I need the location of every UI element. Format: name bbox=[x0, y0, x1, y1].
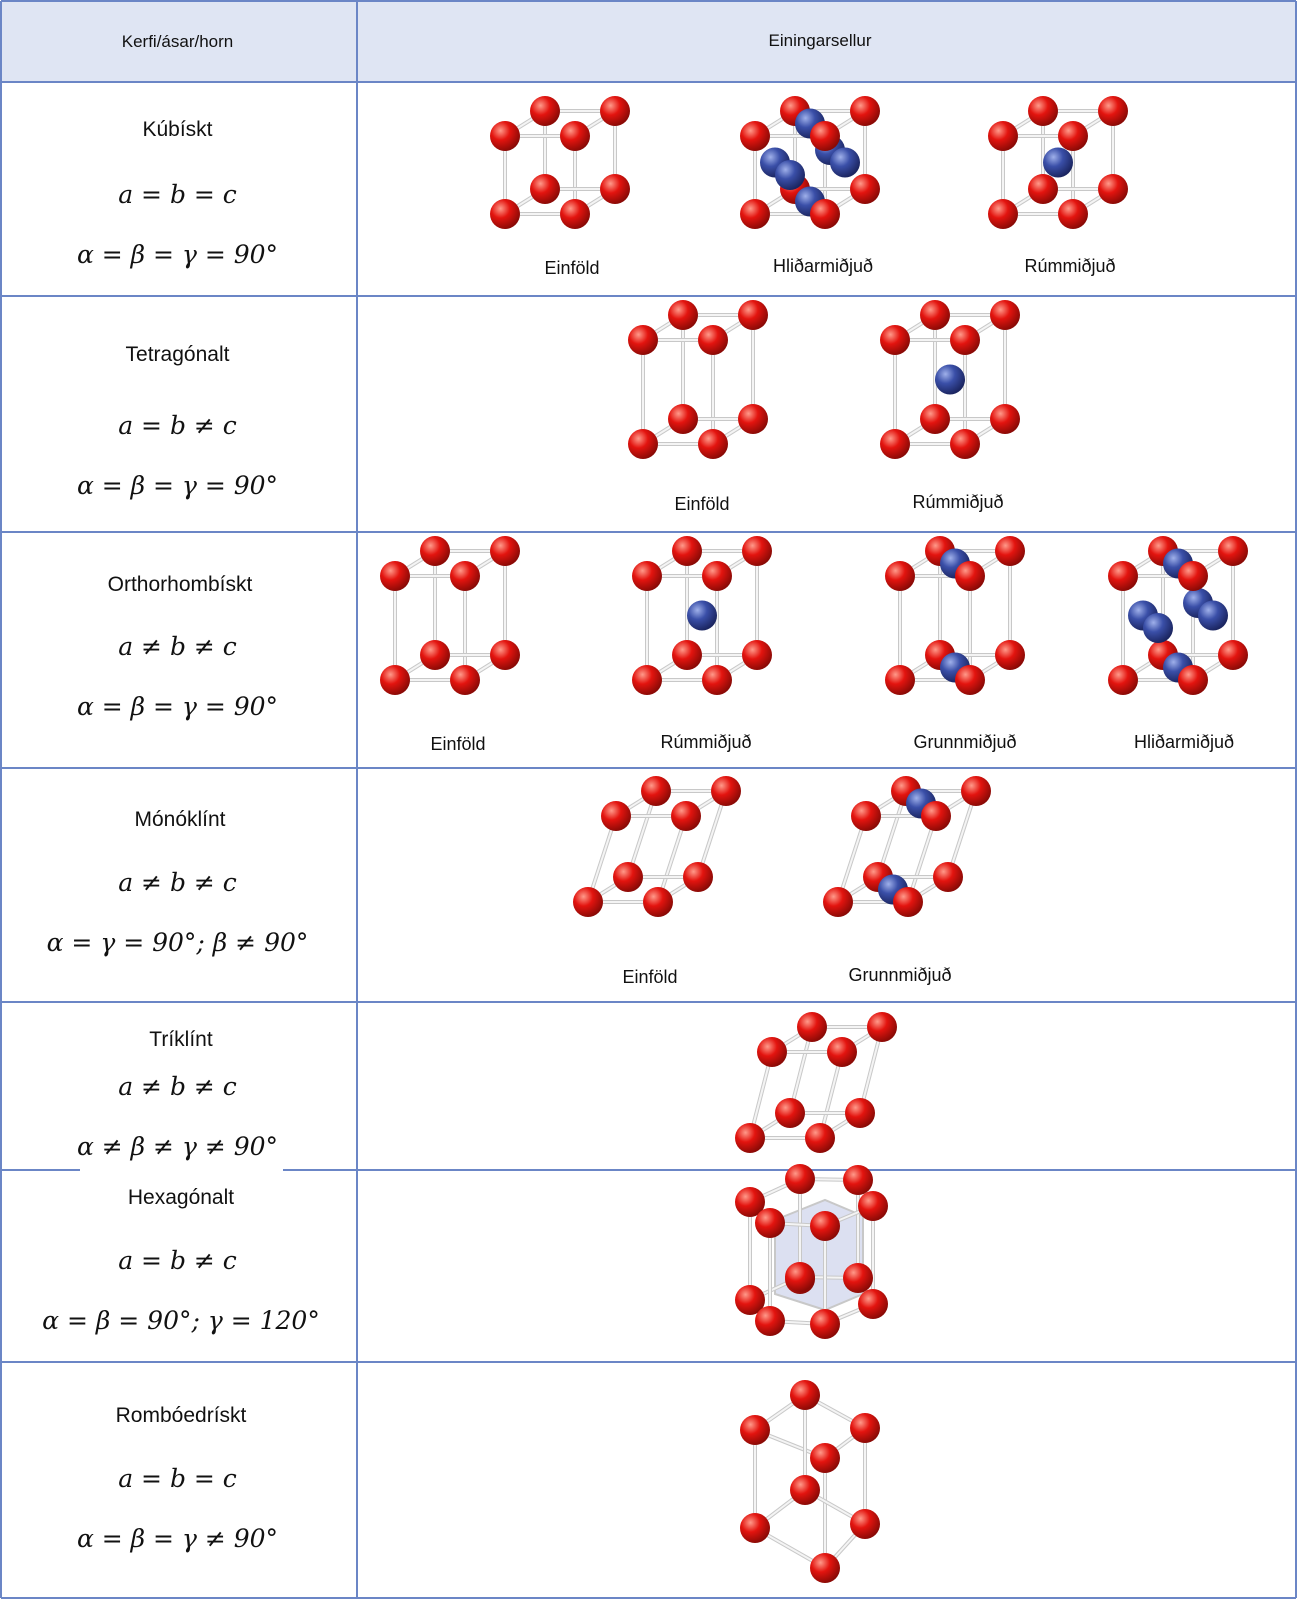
corner-atom bbox=[490, 121, 520, 151]
system-name: Rombóedrískt bbox=[115, 1404, 247, 1427]
cell-label: Einföld bbox=[430, 734, 486, 754]
corner-atom bbox=[1108, 665, 1138, 695]
system-axes: a = b ≠ c bbox=[118, 411, 237, 440]
corner-atom bbox=[420, 640, 450, 670]
system-axes: a = b ≠ c bbox=[118, 1246, 237, 1275]
unit-cell-rhombohedral bbox=[745, 1380, 905, 1590]
unit-cell-cubic-simple bbox=[490, 92, 650, 242]
corner-atom bbox=[810, 121, 840, 151]
center-atom bbox=[830, 148, 860, 178]
corner-atom bbox=[1218, 640, 1248, 670]
cell-label: Rúmmiðjuð bbox=[660, 732, 752, 752]
corner-atom bbox=[530, 174, 560, 204]
corner-atom bbox=[850, 1413, 880, 1443]
corner-atom bbox=[785, 1164, 815, 1194]
corner-atom bbox=[632, 665, 662, 695]
cell-label: Hliðarmiðjuð bbox=[772, 256, 874, 276]
header-systems: Kerfi/ásar/horn bbox=[121, 32, 234, 51]
corner-atom bbox=[698, 429, 728, 459]
corner-atom bbox=[995, 536, 1025, 566]
corner-atom bbox=[632, 561, 662, 591]
corner-atom bbox=[1178, 665, 1208, 695]
cell-label: Einföld bbox=[622, 967, 678, 987]
center-atom bbox=[775, 160, 805, 190]
system-name: Tríklínt bbox=[149, 1028, 213, 1051]
corner-atom bbox=[530, 96, 560, 126]
corner-atom bbox=[988, 199, 1018, 229]
corner-atom bbox=[810, 1443, 840, 1473]
corner-atom bbox=[698, 325, 728, 355]
corner-atom bbox=[560, 199, 590, 229]
center-atom bbox=[1043, 148, 1073, 178]
center-atom bbox=[1143, 613, 1173, 643]
corner-atom bbox=[672, 640, 702, 670]
corner-atom bbox=[790, 1475, 820, 1505]
corner-atom bbox=[600, 96, 630, 126]
corner-atom bbox=[738, 404, 768, 434]
corner-atom bbox=[740, 121, 770, 151]
center-atom bbox=[1198, 601, 1228, 631]
unit-cell-mono-base bbox=[820, 772, 1010, 942]
system-name: Kúbískt bbox=[142, 118, 213, 141]
system-axes: a = b = c bbox=[118, 180, 237, 209]
corner-atom bbox=[1098, 174, 1128, 204]
corner-atom bbox=[380, 665, 410, 695]
corner-atom bbox=[823, 887, 853, 917]
corner-atom bbox=[850, 96, 880, 126]
corner-atom bbox=[671, 801, 701, 831]
corner-atom bbox=[920, 404, 950, 434]
corner-atom bbox=[1108, 561, 1138, 591]
corner-atom bbox=[990, 300, 1020, 330]
corner-atom bbox=[1058, 121, 1088, 151]
corner-atom bbox=[858, 1191, 888, 1221]
corner-atom bbox=[683, 862, 713, 892]
unit-cell-ortho-body bbox=[632, 538, 792, 718]
corner-atom bbox=[740, 199, 770, 229]
corner-atom bbox=[797, 1012, 827, 1042]
header-unit-cells: Einingarsellur bbox=[768, 31, 872, 50]
system-angles: α = β = γ = 90° bbox=[76, 692, 279, 721]
corner-atom bbox=[643, 887, 673, 917]
corner-atom bbox=[885, 665, 915, 695]
corner-atom bbox=[950, 325, 980, 355]
corner-atom bbox=[845, 1098, 875, 1128]
unit-cell-tetragonal-body bbox=[880, 302, 1040, 482]
corner-atom bbox=[601, 801, 631, 831]
corner-atom bbox=[755, 1208, 785, 1238]
corner-atom bbox=[1028, 174, 1058, 204]
cell-label: Rúmmiðjuð bbox=[912, 492, 1004, 512]
corner-atom bbox=[851, 801, 881, 831]
center-atom bbox=[687, 601, 717, 631]
corner-atom bbox=[1178, 561, 1208, 591]
unit-cell-ortho-face bbox=[1108, 538, 1268, 718]
corner-atom bbox=[738, 300, 768, 330]
unit-cell-ortho-simple bbox=[380, 538, 540, 718]
corner-atom bbox=[450, 665, 480, 695]
corner-atom bbox=[850, 174, 880, 204]
corner-atom bbox=[1218, 536, 1248, 566]
corner-atom bbox=[850, 1509, 880, 1539]
corner-atom bbox=[933, 862, 963, 892]
corner-atom bbox=[843, 1263, 873, 1293]
system-angles: α = β = γ = 90° bbox=[76, 240, 279, 269]
corner-atom bbox=[757, 1037, 787, 1067]
system-angles: α ≠ β ≠ γ ≠ 90° bbox=[76, 1132, 279, 1161]
corner-atom bbox=[450, 561, 480, 591]
corner-atom bbox=[955, 561, 985, 591]
cell-label: Grunnmiðjuð bbox=[848, 965, 952, 985]
corner-atom bbox=[742, 536, 772, 566]
corner-atom bbox=[628, 325, 658, 355]
system-name: Mónóklínt bbox=[134, 808, 226, 831]
unit-cell-cubic-body bbox=[988, 92, 1148, 242]
unit-cell-hexagonal bbox=[745, 1182, 915, 1352]
system-axes: a ≠ b ≠ c bbox=[118, 632, 237, 661]
corner-atom bbox=[920, 300, 950, 330]
system-axes: a = b = c bbox=[118, 1464, 237, 1493]
corner-atom bbox=[988, 121, 1018, 151]
corner-atom bbox=[921, 801, 951, 831]
system-angles: α = β = 90°; γ = 120° bbox=[42, 1306, 320, 1335]
system-axes: a ≠ b ≠ c bbox=[118, 1072, 237, 1101]
corner-atom bbox=[740, 1415, 770, 1445]
corner-atom bbox=[893, 887, 923, 917]
cell-label: Hliðarmiðjuð bbox=[1133, 732, 1235, 752]
corner-atom bbox=[740, 1513, 770, 1543]
corner-atom bbox=[711, 776, 741, 806]
corner-atom bbox=[790, 1380, 820, 1410]
unit-cell-mono-simple bbox=[570, 772, 760, 942]
system-name: Hexagónalt bbox=[127, 1186, 235, 1209]
corner-atom bbox=[867, 1012, 897, 1042]
corner-atom bbox=[600, 174, 630, 204]
unit-cell-ortho-base bbox=[885, 538, 1045, 718]
system-name: Orthorhombískt bbox=[107, 573, 253, 596]
system-angles: α = β = γ ≠ 90° bbox=[76, 1524, 279, 1553]
corner-atom bbox=[785, 1262, 815, 1292]
corner-atom bbox=[810, 1553, 840, 1583]
corner-atom bbox=[880, 429, 910, 459]
corner-atom bbox=[628, 429, 658, 459]
system-axes: a ≠ b ≠ c bbox=[118, 868, 237, 897]
corner-atom bbox=[560, 121, 590, 151]
corner-atom bbox=[613, 862, 643, 892]
corner-atom bbox=[668, 404, 698, 434]
corner-atom bbox=[668, 300, 698, 330]
corner-atom bbox=[490, 536, 520, 566]
center-atom bbox=[935, 365, 965, 395]
cell-label: Rúmmiðjuð bbox=[1024, 256, 1116, 276]
corner-atom bbox=[735, 1123, 765, 1153]
cell-label: Einföld bbox=[674, 494, 730, 514]
corner-atom bbox=[858, 1289, 888, 1319]
system-angles: α = β = γ = 90° bbox=[76, 471, 279, 500]
corner-atom bbox=[805, 1123, 835, 1153]
corner-atom bbox=[990, 404, 1020, 434]
corner-atom bbox=[420, 536, 450, 566]
unit-cell-cubic-face bbox=[740, 92, 900, 242]
corner-atom bbox=[810, 1309, 840, 1339]
corner-atom bbox=[702, 665, 732, 695]
corner-atom bbox=[490, 199, 520, 229]
corner-atom bbox=[843, 1165, 873, 1195]
corner-atom bbox=[995, 640, 1025, 670]
corner-atom bbox=[955, 665, 985, 695]
corner-atom bbox=[810, 199, 840, 229]
corner-atom bbox=[1098, 96, 1128, 126]
corner-atom bbox=[775, 1098, 805, 1128]
cell-label: Einföld bbox=[544, 258, 600, 278]
cell-label: Grunnmiðjuð bbox=[913, 732, 1017, 752]
system-angles: α = γ = 90°; β ≠ 90° bbox=[46, 928, 309, 957]
corner-atom bbox=[1058, 199, 1088, 229]
corner-atom bbox=[961, 776, 991, 806]
unit-cell-triclinic bbox=[740, 1018, 930, 1178]
corner-atom bbox=[885, 561, 915, 591]
corner-atom bbox=[573, 887, 603, 917]
corner-atom bbox=[827, 1037, 857, 1067]
corner-atom bbox=[380, 561, 410, 591]
corner-atom bbox=[490, 640, 520, 670]
corner-atom bbox=[742, 640, 772, 670]
unit-cell-tetragonal-simple bbox=[628, 302, 788, 482]
corner-atom bbox=[641, 776, 671, 806]
corner-atom bbox=[810, 1211, 840, 1241]
corner-atom bbox=[950, 429, 980, 459]
corner-atom bbox=[672, 536, 702, 566]
corner-atom bbox=[880, 325, 910, 355]
system-name: Tetragónalt bbox=[125, 343, 230, 366]
corner-atom bbox=[1028, 96, 1058, 126]
corner-atom bbox=[755, 1306, 785, 1336]
corner-atom bbox=[702, 561, 732, 591]
